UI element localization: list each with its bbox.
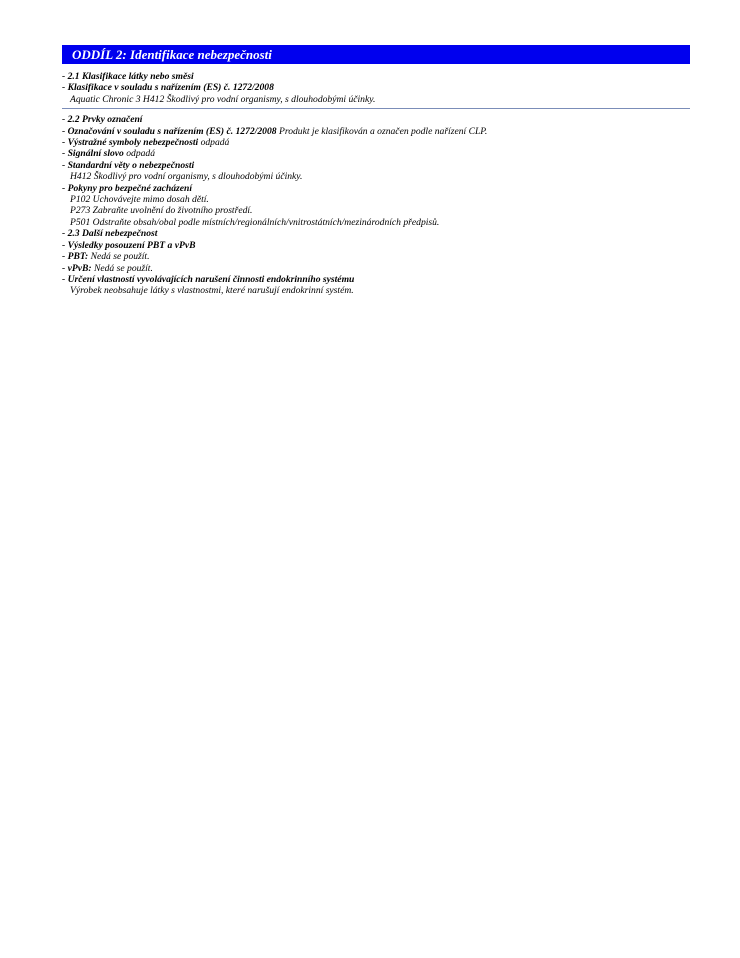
subsection-2-3-heading: - 2.3 Další nebezpečnost	[62, 228, 158, 240]
labelling-value: Produkt je klasifikován a označen podle nařízení CLP.	[276, 125, 488, 137]
endocrine-heading: - Určení vlastností vyvolávajících narušení činnosti endokrinního systému	[62, 273, 355, 285]
vpvb-value: Nedá se použít.	[91, 262, 153, 274]
signal-word-row: - Signální slovo odpadá	[62, 148, 156, 160]
precautionary-statement: P501 Odstraňte obsah/obal podle místních/regionálních/vnitrostátních/mezinárodních předpisů.	[70, 216, 440, 228]
pictograms-row: - Výstražné symboly nebezpečnosti odpadá	[62, 137, 230, 149]
precautionary-statement: P102 Uchovávejte mimo dosah dětí.	[70, 194, 209, 206]
pbt-value: Nedá se použít.	[88, 251, 150, 263]
hazard-statement: H412 Škodlivý pro vodní organismy, s dlouhodobými účinky.	[70, 171, 303, 183]
subsection-2-1-heading: - 2.1 Klasifikace látky nebo směsi	[62, 71, 194, 82]
endocrine-text: Výrobek neobsahuje látky s vlastnostmi, které narušují endokrinní systém.	[70, 285, 354, 297]
precautionary-statement: P273 Zabraňte uvolnění do životního prostředí.	[70, 205, 253, 217]
vpvb-row: - vPvB: Nedá se použít.	[62, 262, 153, 274]
pictograms-value: odpadá	[198, 137, 230, 149]
clp-classification-heading: - Klasifikace v souladu s nařízením (ES) č. 1272/2008	[62, 82, 274, 94]
signal-word-value: odpadá	[123, 148, 156, 160]
sds-section-2	[62, 45, 690, 297]
classification-block	[62, 71, 690, 105]
hazard-statements-heading: - Standardní věty o nebezpečnosti	[62, 159, 195, 171]
labelling-row: - Označování v souladu s nařízením (ES) č. 1272/2008 Produkt je klasifikován a označen podle nařízení CLP.	[62, 125, 488, 137]
subsection-2-2-heading: - 2.2 Prvky označení	[62, 114, 143, 126]
label-elements-block	[62, 114, 690, 297]
classification-value: Aquatic Chronic 3 H412 Škodlivý pro vodní organismy, s dlouhodobými účinky.	[70, 93, 376, 105]
pbt-row: - PBT: Nedá se použít.	[62, 251, 150, 263]
precautionary-heading: - Pokyny pro bezpečné zacházení	[62, 182, 193, 194]
section-divider	[62, 108, 690, 109]
section-header: ODDÍL 2: Identifikace nebezpečnosti	[62, 45, 690, 64]
pbt-vpvb-results-heading: - Výsledky posouzení PBT a vPvB	[62, 239, 196, 251]
